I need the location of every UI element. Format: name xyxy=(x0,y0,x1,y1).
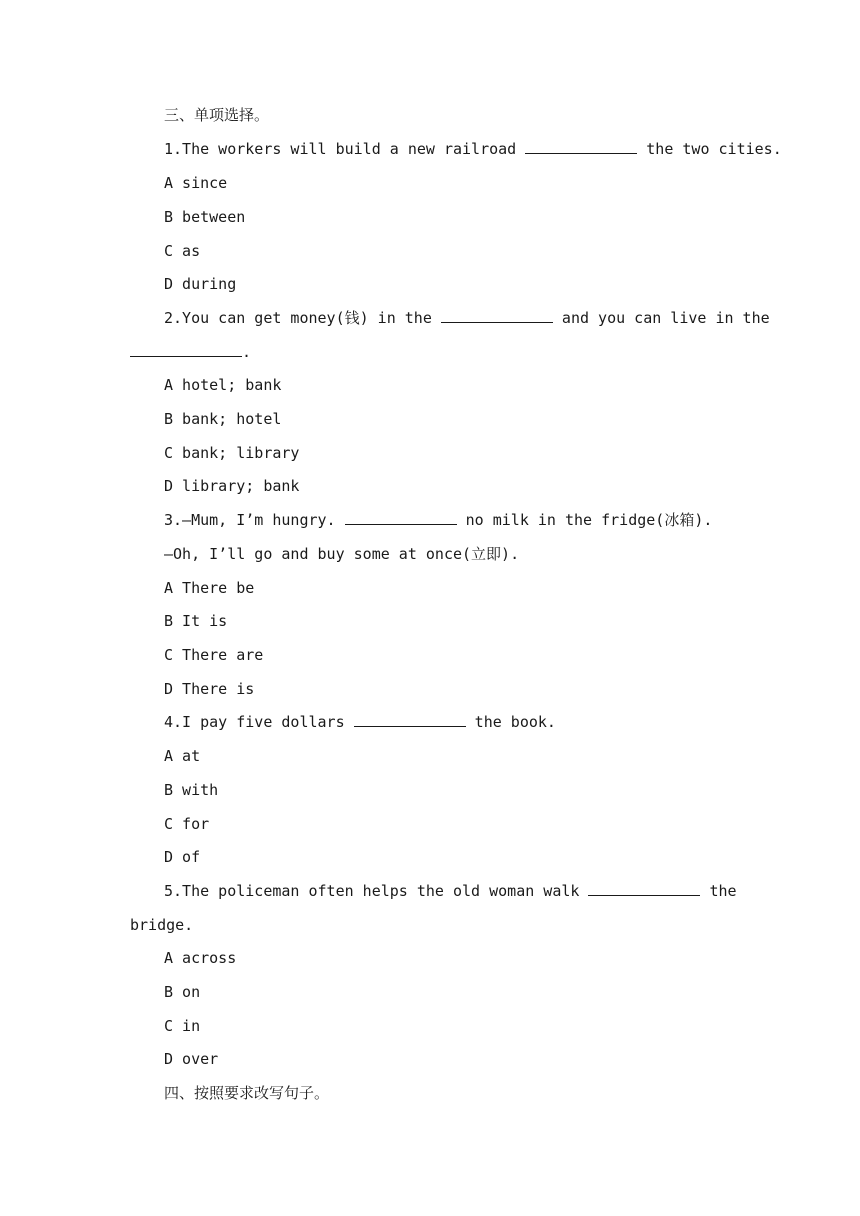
question-5-option-a: A across xyxy=(164,949,237,967)
question-2-option-b: B bank; hotel xyxy=(164,410,282,428)
question-4-text-after: the book. xyxy=(465,713,556,731)
question-2-blank-2 xyxy=(130,342,242,357)
question-1-option-c: C as xyxy=(164,242,201,260)
question-2-text-middle: and you can live in the xyxy=(552,309,770,327)
question-4-blank xyxy=(354,712,466,727)
question-2-continuation xyxy=(130,342,251,362)
question-1-text-after: the two cities. xyxy=(637,140,782,158)
question-4-option-b: B with xyxy=(164,781,219,799)
question-1-blank xyxy=(525,139,637,154)
question-5-text-before: 5.The policeman often helps the old woman walk xyxy=(164,882,589,900)
question-3-option-c: C There are xyxy=(164,646,264,664)
question-3-option-a: A There be xyxy=(164,579,255,597)
question-3-blank xyxy=(345,510,457,525)
question-4 xyxy=(164,712,556,732)
question-5-option-c: C in xyxy=(164,1017,201,1035)
question-3 xyxy=(164,510,712,530)
section-4-title: 四、按照要求改写句子。 xyxy=(164,1084,330,1102)
question-2-option-d: D library; bank xyxy=(164,477,300,495)
section-3-title: 三、单项选择。 xyxy=(164,106,270,124)
question-2 xyxy=(164,308,770,328)
question-2-text-before: 2.You can get money(钱) in the xyxy=(164,309,441,327)
question-2-option-c: C bank; library xyxy=(164,444,300,462)
question-2-blank-1 xyxy=(441,308,553,323)
question-2-option-a: A hotel; bank xyxy=(164,376,282,394)
question-5-text-after: the xyxy=(700,882,737,900)
question-3-reply: —Oh, I’ll go and buy some at once(立即). xyxy=(164,545,520,563)
question-1-text-before: 1.The workers will build a new railroad xyxy=(164,140,526,158)
question-4-text-before: 4.I pay five dollars xyxy=(164,713,354,731)
question-4-option-d: D of xyxy=(164,848,201,866)
question-5-continuation: bridge. xyxy=(130,916,194,934)
question-5 xyxy=(164,881,737,901)
question-5-option-d: D over xyxy=(164,1050,219,1068)
question-2-text-end: . xyxy=(242,343,252,361)
question-4-option-a: A at xyxy=(164,747,201,765)
question-5-blank xyxy=(588,881,700,896)
question-3-option-b: B It is xyxy=(164,612,228,630)
question-1-option-b: B between xyxy=(164,208,246,226)
question-3-text-before: 3.—Mum, I’m hungry. xyxy=(164,511,345,529)
question-5-option-b: B on xyxy=(164,983,201,1001)
question-1-option-a: A since xyxy=(164,174,228,192)
question-3-text-after: no milk in the fridge(冰箱). xyxy=(456,511,713,529)
question-3-option-d: D There is xyxy=(164,680,255,698)
question-4-option-c: C for xyxy=(164,815,210,833)
question-1 xyxy=(164,139,782,159)
question-1-option-d: D during xyxy=(164,275,237,293)
